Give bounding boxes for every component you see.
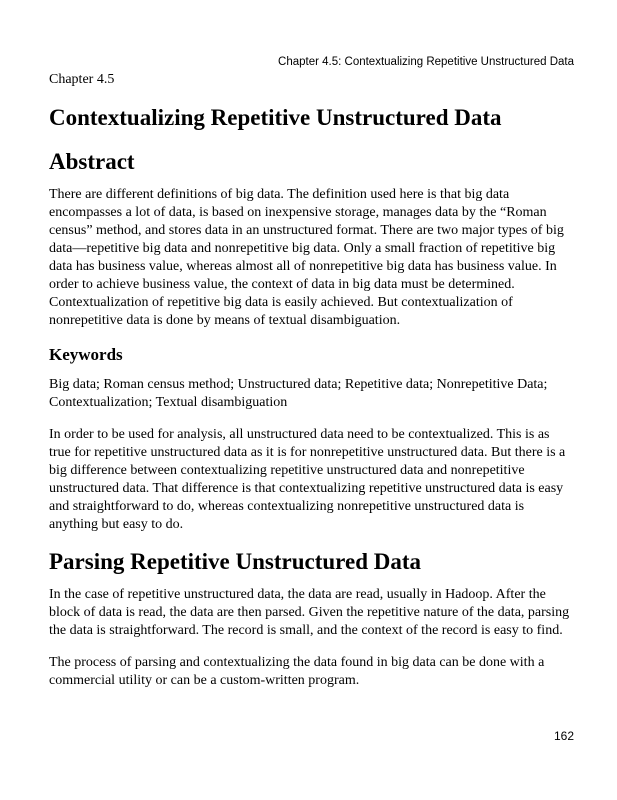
chapter-title: Contextualizing Repetitive Unstructured Data: [49, 105, 502, 130]
parsing-section-heading: Parsing Repetitive Unstructured Data: [49, 549, 421, 574]
intro-paragraph: In order to be used for analysis, all unstructured data need to be contextualized. This is as true for repetitive unstructured data as it is for nonrepetitive unstructured data. But there is a big difference between contextualizing repetitive unstructured data and nonrepetitive unstructured data. That difference is that contextualizing repetitive unstructured data is easy and straightforward to do, whereas contextualizing nonrepetitive unstructured data is anything but easy to do.: [49, 427, 566, 532]
keywords-heading: Keywords: [49, 345, 123, 364]
page-content: [49, 71, 574, 704]
running-header: Chapter 4.5: Contextualizing Repetitive Unstructured Data: [278, 56, 574, 68]
parsing-paragraph-2: The process of parsing and contextualizing the data found in big data can be done with a commercial utility or can be a custom-written program.: [49, 655, 545, 688]
abstract-paragraph: There are different definitions of big data. The definition used here is that big data encompasses a lot of data, is based on inexpensive storage, manages data by the “Roman census” method, and stores data in an unstructured format. There are two major types of big data—repetitive big data and nonrepetitive big data. Only a small fraction of repetitive big data has business value, whereas almost all of nonrepetitive big data has business value. In order to achieve business value, the context of data in big data must be determined. Contextualization of repetitive big data is easily achieved. But contextualization of nonrepetitive data is done by means of textual disambiguation.: [49, 187, 564, 328]
chapter-label: Chapter 4.5: [49, 72, 115, 87]
keywords-paragraph: Big data; Roman census method; Unstructured data; Repetitive data; Nonrepetitive Data; Contextualization; Textual disambiguation: [49, 377, 548, 410]
abstract-heading: Abstract: [49, 149, 135, 174]
page-number: 162: [553, 729, 574, 743]
parsing-paragraph-1: In the case of repetitive unstructured data, the data are read, usually in Hadoop. After the block of data is read, the data are then parsed. Given the repetitive nature of the data, parsing the data is straightforward. The record is small, and the context of the record is easy to find.: [49, 587, 570, 638]
